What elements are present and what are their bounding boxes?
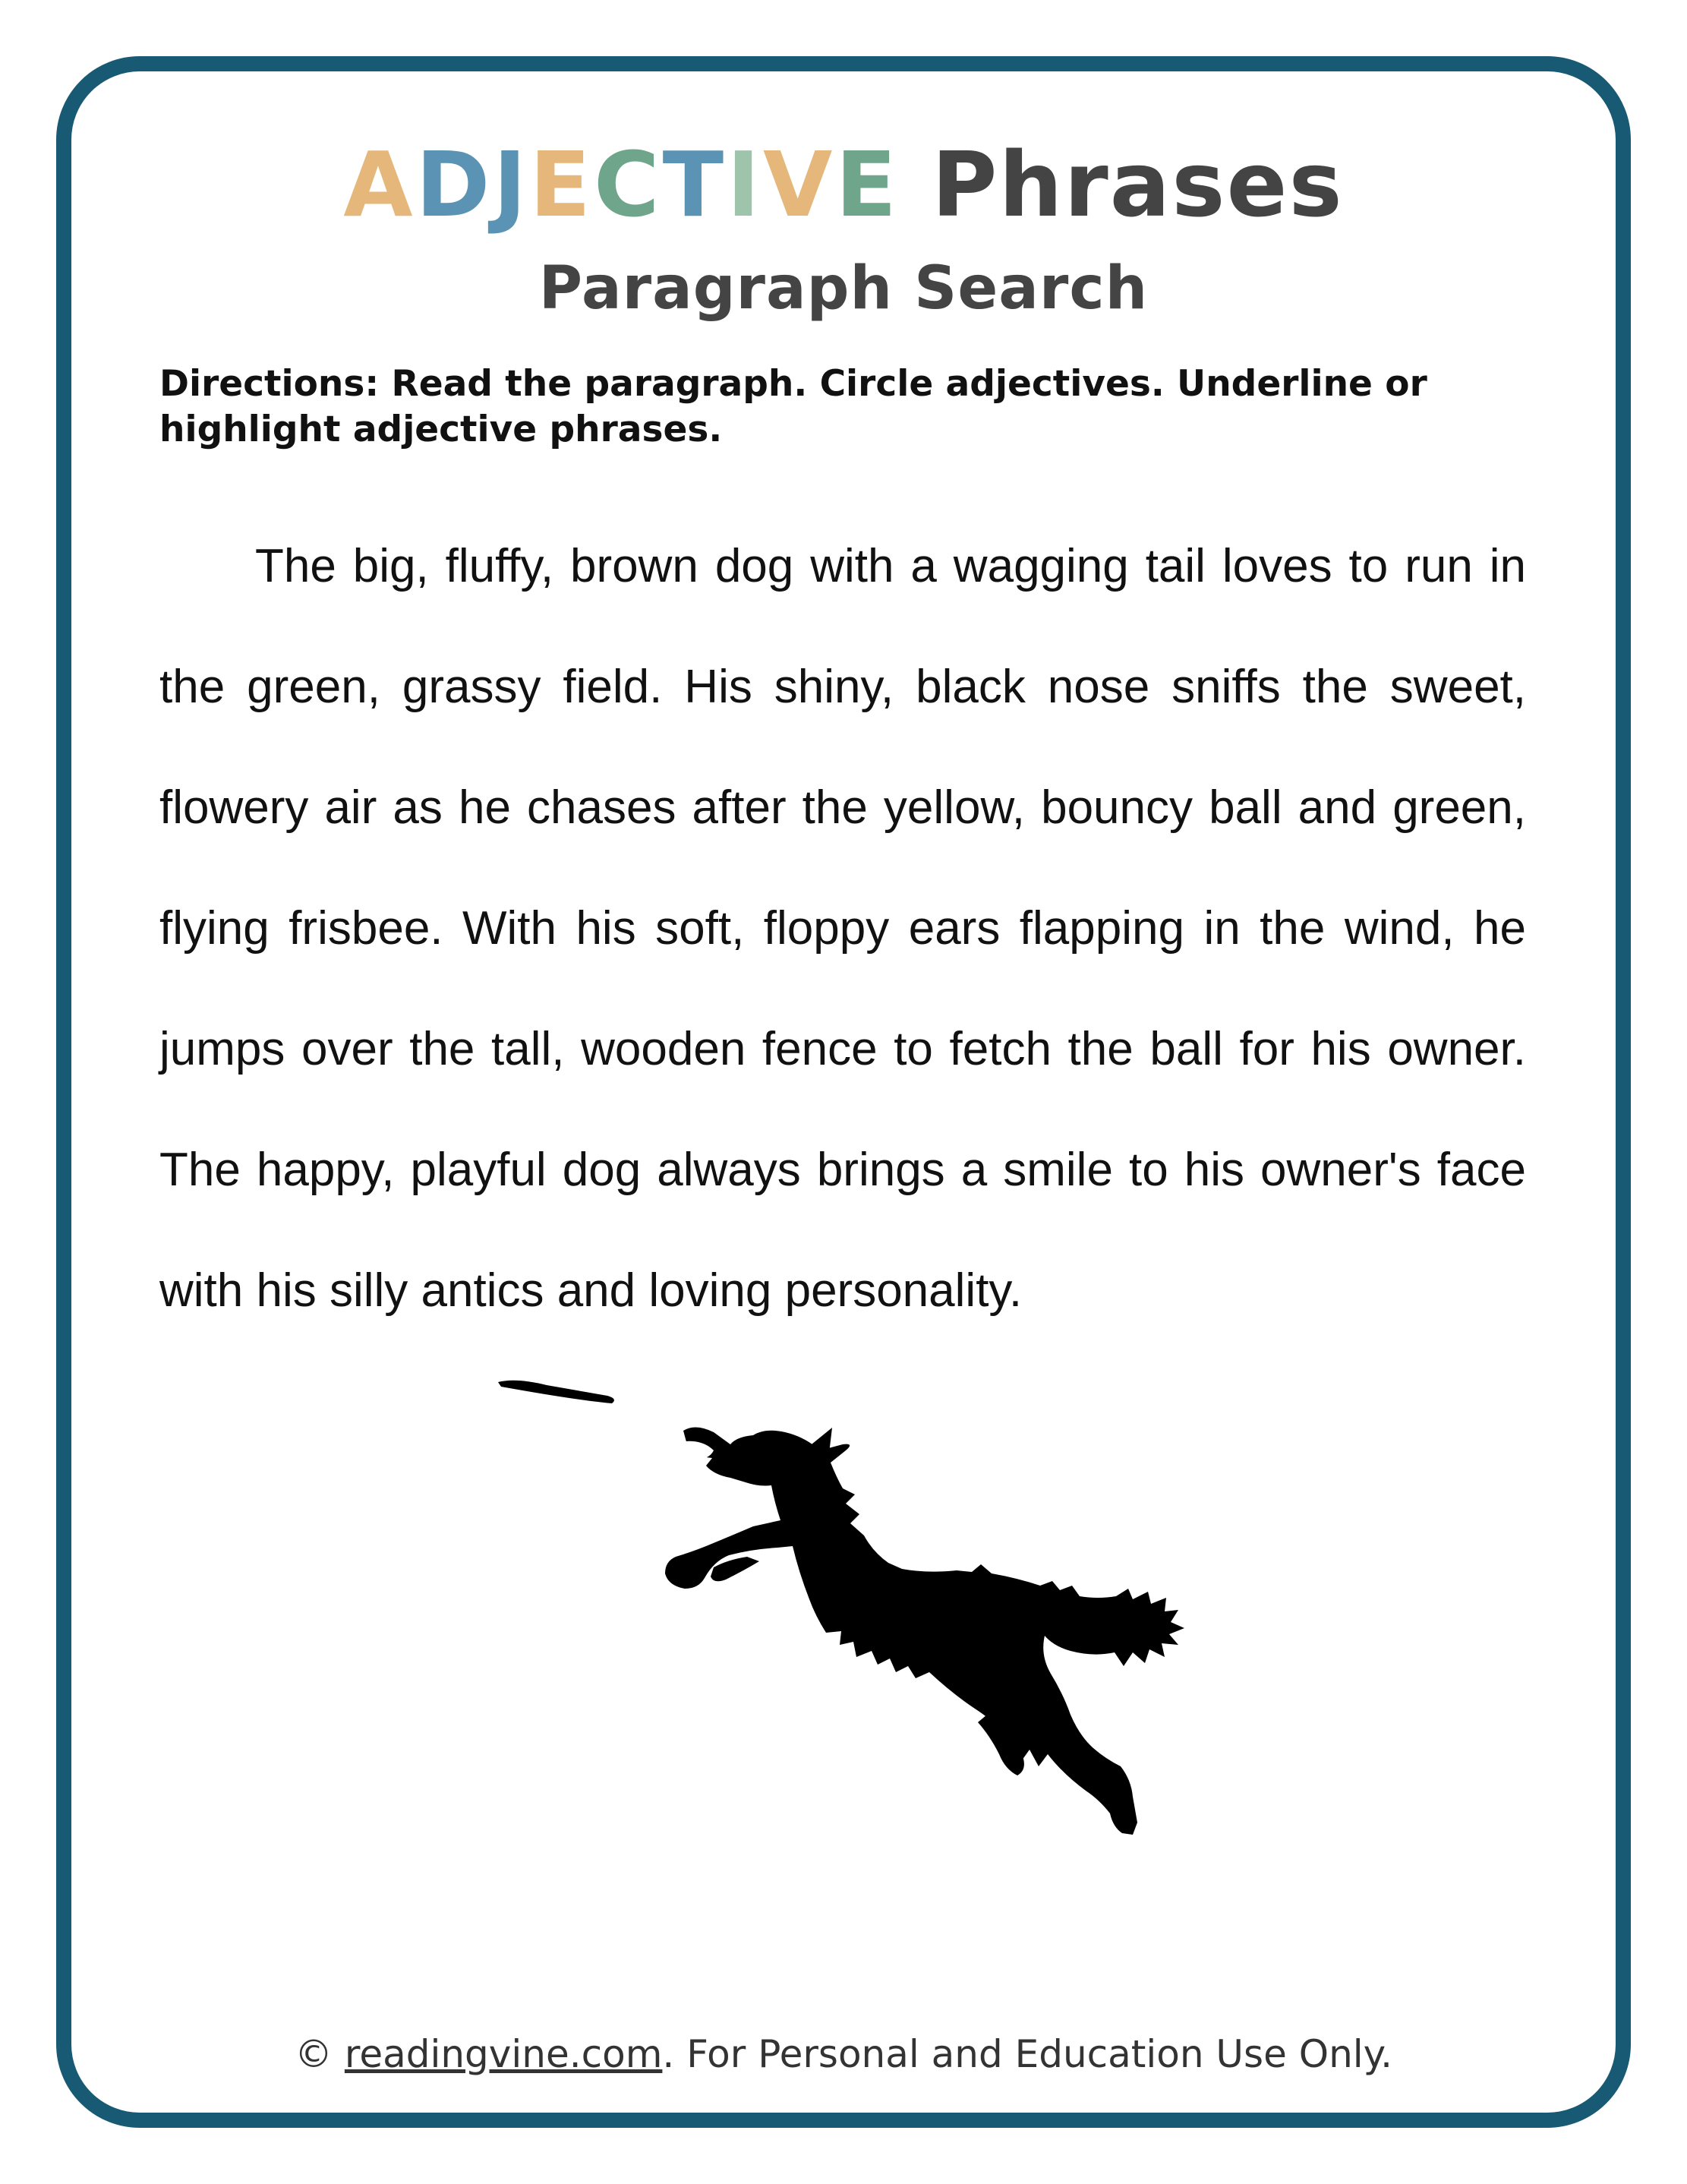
usage-note: . For Personal and Education Use Only. — [662, 2032, 1393, 2076]
dog-silhouette-icon — [665, 1427, 1184, 1835]
title-letter: T — [662, 132, 727, 237]
copyright-footer — [0, 2029, 1687, 2079]
title-letter: E — [529, 132, 594, 237]
frisbee-icon — [498, 1381, 614, 1403]
worksheet-subtitle: Paragraph Search — [538, 254, 1149, 323]
dog-catching-frisbee-silhouette-icon — [486, 1374, 1275, 1921]
title-letter: E — [835, 132, 900, 237]
reading-paragraph: The big, fluffy, brown dog with a wagging tail loves to run in the green, grassy field. His shiny, black nose sniffs the sweet, flowery air as he chases after the yellow, bouncy ball and green, flying frisbee. With his soft, floppy ears flapping in the wind, he jumps over the tall, wooden fence to fetch the ball for his owner. The happy, playful dog always brings a smile to his owner's face with his silly antics and loving personality. — [159, 540, 1526, 1317]
copyright-symbol: © — [294, 2032, 345, 2076]
title-letter: J — [493, 132, 530, 237]
worksheet-title — [0, 128, 1687, 241]
title-letter: I — [727, 132, 764, 237]
title-letter: D — [415, 132, 493, 237]
directions-text: Directions: Read the paragraph. Circle adjectives. Underline or highlight adjective phrases. — [159, 363, 1427, 450]
title-letter: C — [594, 132, 663, 237]
title-letter: V — [763, 132, 836, 237]
title-letter: A — [343, 132, 416, 237]
title-word-adjective — [343, 132, 900, 237]
title-word-phrases: Phrases — [931, 132, 1344, 237]
readingvine-link[interactable]: readingvine.com — [344, 2032, 663, 2076]
